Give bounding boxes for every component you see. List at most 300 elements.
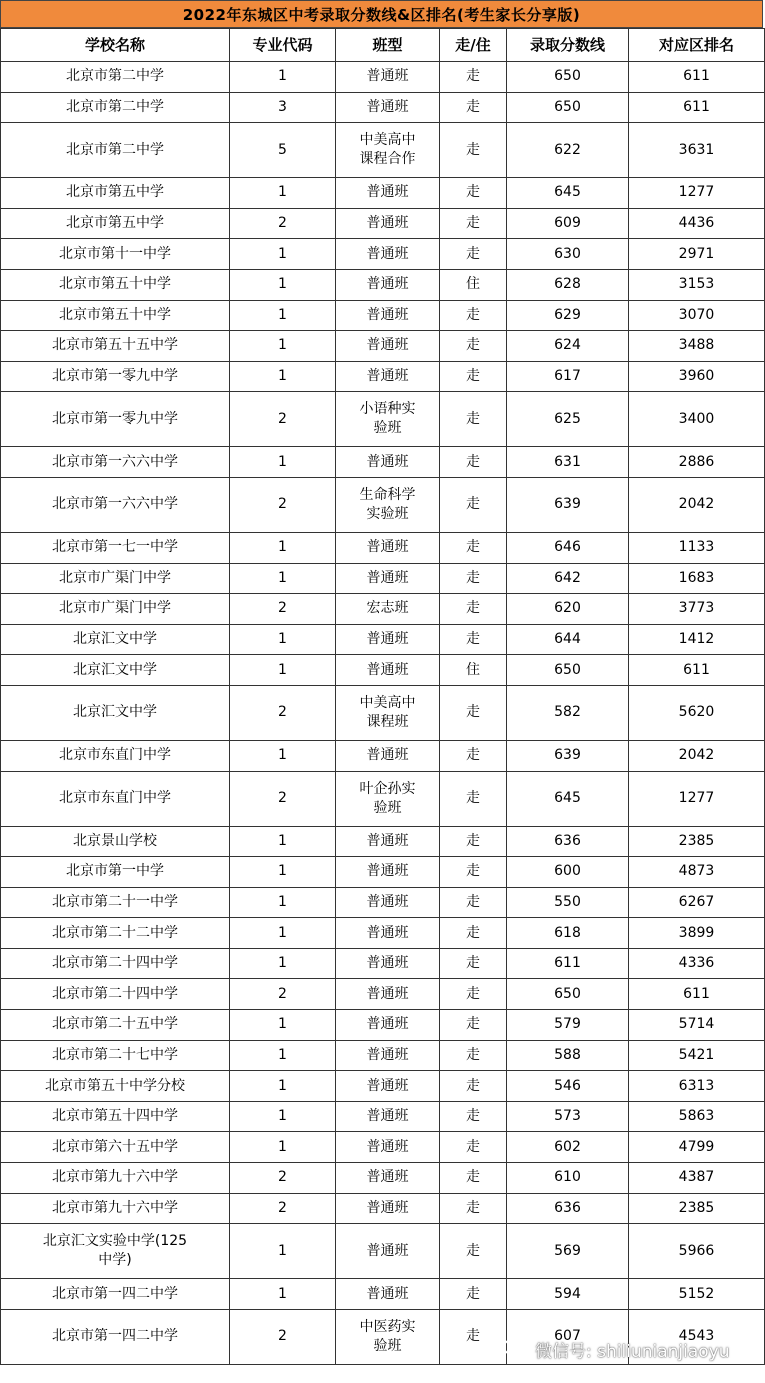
cell-class-type [336, 887, 440, 918]
cell-school: 北京市第二十四中学 [1, 948, 230, 979]
cell-score: 546 [507, 1071, 629, 1102]
cell-code: 1 [230, 887, 336, 918]
cell-stay: 走 [440, 1279, 507, 1310]
table-row [1, 1279, 765, 1310]
cell-code: 1 [230, 1224, 336, 1279]
cell-code: 1 [230, 1132, 336, 1163]
class-type-text: 普通班 [366, 631, 409, 648]
cell-class-type [336, 826, 440, 857]
cell-stay: 住 [440, 269, 507, 300]
table-row [1, 685, 765, 740]
class-type-text: 普通班 [366, 661, 409, 678]
header-stay: 走/住 [440, 29, 507, 62]
cell-class-type [336, 1224, 440, 1279]
table-row [1, 361, 765, 392]
class-type-text: 中美高中课程班 [359, 694, 416, 730]
cell-code: 3 [230, 92, 336, 123]
class-type-text: 普通班 [366, 1138, 409, 1155]
class-type-text: 叶企孙实验班 [359, 780, 416, 816]
cell-code: 1 [230, 331, 336, 362]
cell-score: 622 [507, 123, 629, 178]
header-row [1, 29, 765, 62]
cell-school: 北京市第六十五中学 [1, 1132, 230, 1163]
cell-school: 北京市第二中学 [1, 123, 230, 178]
cell-class-type [336, 1309, 440, 1364]
school-text: 北京汇文实验中学(125中学) [42, 1233, 188, 1269]
cell-stay: 走 [440, 447, 507, 478]
table-row [1, 1010, 765, 1041]
cell-stay: 走 [440, 1101, 507, 1132]
cell-rank: 611 [629, 655, 765, 686]
cell-stay: 走 [440, 239, 507, 270]
cell-code: 1 [230, 826, 336, 857]
cell-class-type [336, 447, 440, 478]
cell-stay: 走 [440, 178, 507, 209]
cell-score: 573 [507, 1101, 629, 1132]
class-type-text: 普通班 [366, 1242, 409, 1259]
cell-stay: 走 [440, 1224, 507, 1279]
table-title: 2022年东城区中考录取分数线&区排名(考生家长分享版) [0, 0, 763, 28]
cell-stay: 走 [440, 1071, 507, 1102]
class-type-text: 普通班 [366, 893, 409, 910]
table-row [1, 178, 765, 209]
table-body [1, 62, 765, 1365]
class-type-text: 普通班 [366, 68, 409, 85]
cell-stay: 走 [440, 1193, 507, 1224]
cell-stay: 走 [440, 1309, 507, 1364]
class-type-text: 中医药实验班 [359, 1318, 416, 1354]
table-row [1, 1101, 765, 1132]
class-type-text: 普通班 [366, 747, 409, 764]
table-row [1, 92, 765, 123]
cell-code: 1 [230, 178, 336, 209]
cell-rank: 3488 [629, 331, 765, 362]
cell-school: 北京市第五十五中学 [1, 331, 230, 362]
cell-school: 北京市第二十五中学 [1, 1010, 230, 1041]
table-row [1, 477, 765, 532]
table-row [1, 563, 765, 594]
cell-score: 550 [507, 887, 629, 918]
cell-rank: 1412 [629, 624, 765, 655]
cell-school: 北京汇文中学 [1, 655, 230, 686]
cell-school: 北京市第九十六中学 [1, 1193, 230, 1224]
cell-stay: 走 [440, 392, 507, 447]
cell-class-type [336, 300, 440, 331]
cell-rank: 3153 [629, 269, 765, 300]
cell-score: 617 [507, 361, 629, 392]
cell-school [1, 1224, 230, 1279]
cell-code: 1 [230, 300, 336, 331]
cell-class-type [336, 1163, 440, 1194]
cell-score: 588 [507, 1040, 629, 1071]
cell-school: 北京市第一四二中学 [1, 1309, 230, 1364]
watermark-text: 微信号: shiliunianjiaoyu [535, 1341, 730, 1362]
cell-school: 北京市第五十中学分校 [1, 1071, 230, 1102]
cell-school: 北京市第二十一中学 [1, 887, 230, 918]
cell-stay: 走 [440, 361, 507, 392]
class-type-text: 中美高中课程合作 [359, 132, 416, 168]
table-row [1, 948, 765, 979]
cell-stay: 走 [440, 918, 507, 949]
class-type-text: 普通班 [366, 832, 409, 849]
cell-class-type [336, 208, 440, 239]
cell-rank: 4873 [629, 857, 765, 888]
cell-code: 2 [230, 208, 336, 239]
cell-school: 北京市东直门中学 [1, 771, 230, 826]
cell-score: 569 [507, 1224, 629, 1279]
cell-class-type [336, 392, 440, 447]
class-type-text: 普通班 [366, 368, 409, 385]
class-type-text: 普通班 [366, 184, 409, 201]
cell-school: 北京市第二十七中学 [1, 1040, 230, 1071]
cell-stay: 走 [440, 624, 507, 655]
class-type-text: 普通班 [366, 337, 409, 354]
cell-class-type [336, 269, 440, 300]
cell-rank: 5421 [629, 1040, 765, 1071]
cell-code: 1 [230, 857, 336, 888]
cell-score: 600 [507, 857, 629, 888]
cell-stay: 走 [440, 771, 507, 826]
cell-score: 639 [507, 477, 629, 532]
cell-class-type [336, 1040, 440, 1071]
cell-class-type [336, 239, 440, 270]
class-type-text: 普通班 [366, 1016, 409, 1033]
cell-class-type [336, 1279, 440, 1310]
table-row [1, 1040, 765, 1071]
cell-stay: 走 [440, 1132, 507, 1163]
class-type-text: 小语种实验班 [359, 401, 416, 437]
cell-rank: 1277 [629, 771, 765, 826]
cell-rank: 3960 [629, 361, 765, 392]
cell-class-type [336, 563, 440, 594]
table-row [1, 1132, 765, 1163]
cell-score: 636 [507, 826, 629, 857]
cell-score: 624 [507, 331, 629, 362]
cell-code: 1 [230, 532, 336, 563]
cell-score: 629 [507, 300, 629, 331]
cell-score: 650 [507, 979, 629, 1010]
cell-score: 620 [507, 594, 629, 625]
wechat-icon [503, 1338, 529, 1360]
table-row [1, 62, 765, 93]
class-type-text: 普通班 [366, 955, 409, 972]
cell-code: 1 [230, 655, 336, 686]
cell-rank: 1133 [629, 532, 765, 563]
cell-score: 610 [507, 1163, 629, 1194]
cell-rank: 3773 [629, 594, 765, 625]
cell-stay: 走 [440, 123, 507, 178]
table-row [1, 979, 765, 1010]
cell-school: 北京市广渠门中学 [1, 563, 230, 594]
cell-class-type [336, 477, 440, 532]
cell-class-type [336, 331, 440, 362]
cell-rank: 611 [629, 92, 765, 123]
class-type-text: 普通班 [366, 1199, 409, 1216]
cell-code: 2 [230, 392, 336, 447]
cell-school: 北京市第二中学 [1, 62, 230, 93]
cell-class-type [336, 685, 440, 740]
cell-school: 北京市第一零九中学 [1, 392, 230, 447]
cell-school: 北京市第十一中学 [1, 239, 230, 270]
cell-stay: 走 [440, 685, 507, 740]
table-row [1, 447, 765, 478]
table-row [1, 826, 765, 857]
cell-code: 1 [230, 1279, 336, 1310]
cell-stay: 走 [440, 740, 507, 771]
cell-score: 625 [507, 392, 629, 447]
class-type-text: 生命科学实验班 [359, 486, 416, 522]
cell-rank: 611 [629, 979, 765, 1010]
cell-score: 602 [507, 1132, 629, 1163]
cell-rank: 4543 [629, 1309, 765, 1364]
cell-rank: 2971 [629, 239, 765, 270]
cell-stay: 走 [440, 532, 507, 563]
cell-rank: 4336 [629, 948, 765, 979]
class-type-text: 普通班 [366, 1169, 409, 1186]
cell-school: 北京市第一六六中学 [1, 447, 230, 478]
cell-score: 636 [507, 1193, 629, 1224]
cell-rank: 3899 [629, 918, 765, 949]
header-code: 专业代码 [230, 29, 336, 62]
class-type-text: 普通班 [366, 1077, 409, 1094]
cell-school: 北京市第二十二中学 [1, 918, 230, 949]
table-row [1, 857, 765, 888]
cell-score: 579 [507, 1010, 629, 1041]
cell-rank: 2042 [629, 740, 765, 771]
cell-stay: 走 [440, 594, 507, 625]
cell-school: 北京市第九十六中学 [1, 1163, 230, 1194]
cell-class-type [336, 594, 440, 625]
cell-rank: 5863 [629, 1101, 765, 1132]
cell-code: 1 [230, 918, 336, 949]
cell-rank: 3631 [629, 123, 765, 178]
cell-stay: 住 [440, 655, 507, 686]
cell-score: 642 [507, 563, 629, 594]
cell-school: 北京市第一中学 [1, 857, 230, 888]
cell-code: 2 [230, 685, 336, 740]
cell-code: 1 [230, 269, 336, 300]
table-row [1, 532, 765, 563]
class-type-text: 普通班 [366, 539, 409, 556]
header-school: 学校名称 [1, 29, 230, 62]
table-row [1, 331, 765, 362]
cell-stay: 走 [440, 300, 507, 331]
class-type-text: 普通班 [366, 276, 409, 293]
cell-rank: 2042 [629, 477, 765, 532]
cell-stay: 走 [440, 979, 507, 1010]
cell-rank: 2886 [629, 447, 765, 478]
cell-rank: 5152 [629, 1279, 765, 1310]
admission-score-table [0, 28, 765, 1365]
cell-code: 2 [230, 477, 336, 532]
class-type-text: 普通班 [366, 1046, 409, 1063]
cell-rank: 4799 [629, 1132, 765, 1163]
cell-score: 618 [507, 918, 629, 949]
cell-rank: 4387 [629, 1163, 765, 1194]
cell-score: 607 [507, 1309, 629, 1364]
cell-class-type [336, 655, 440, 686]
cell-score: 645 [507, 771, 629, 826]
table-row [1, 655, 765, 686]
cell-score: 650 [507, 92, 629, 123]
table-row [1, 887, 765, 918]
class-type-text: 宏志班 [366, 600, 409, 617]
cell-stay: 走 [440, 1163, 507, 1194]
cell-stay: 走 [440, 563, 507, 594]
cell-code: 2 [230, 1309, 336, 1364]
class-type-text: 普通班 [366, 98, 409, 115]
cell-score: 650 [507, 655, 629, 686]
cell-stay: 走 [440, 826, 507, 857]
cell-score: 631 [507, 447, 629, 478]
class-type-text: 普通班 [366, 985, 409, 1002]
class-type-text: 普通班 [366, 215, 409, 232]
cell-class-type [336, 740, 440, 771]
cell-class-type [336, 62, 440, 93]
table-row [1, 208, 765, 239]
cell-code: 2 [230, 1193, 336, 1224]
cell-code: 1 [230, 563, 336, 594]
cell-code: 1 [230, 1071, 336, 1102]
class-type-text: 普通班 [366, 1285, 409, 1302]
cell-score: 646 [507, 532, 629, 563]
table-row [1, 392, 765, 447]
cell-code: 1 [230, 361, 336, 392]
cell-stay: 走 [440, 62, 507, 93]
cell-score: 644 [507, 624, 629, 655]
cell-rank: 5966 [629, 1224, 765, 1279]
table-row [1, 740, 765, 771]
table-row [1, 1224, 765, 1279]
table-row [1, 300, 765, 331]
cell-code: 1 [230, 1010, 336, 1041]
cell-rank: 4436 [629, 208, 765, 239]
cell-code: 1 [230, 239, 336, 270]
cell-stay: 走 [440, 948, 507, 979]
cell-stay: 走 [440, 1040, 507, 1071]
cell-school: 北京市第五中学 [1, 178, 230, 209]
cell-score: 628 [507, 269, 629, 300]
cell-class-type [336, 178, 440, 209]
class-type-text: 普通班 [366, 306, 409, 323]
cell-rank: 6313 [629, 1071, 765, 1102]
cell-code: 5 [230, 123, 336, 178]
table-row [1, 239, 765, 270]
cell-school: 北京市广渠门中学 [1, 594, 230, 625]
table-row [1, 594, 765, 625]
cell-class-type [336, 948, 440, 979]
cell-code: 1 [230, 624, 336, 655]
cell-class-type [336, 123, 440, 178]
cell-stay: 走 [440, 1010, 507, 1041]
cell-school: 北京市第一六六中学 [1, 477, 230, 532]
cell-rank: 3400 [629, 392, 765, 447]
cell-class-type [336, 532, 440, 563]
cell-class-type [336, 1132, 440, 1163]
cell-class-type [336, 857, 440, 888]
cell-code: 2 [230, 1163, 336, 1194]
class-type-text: 普通班 [366, 453, 409, 470]
cell-stay: 走 [440, 331, 507, 362]
cell-code: 2 [230, 979, 336, 1010]
header-class-type: 班型 [336, 29, 440, 62]
cell-code: 1 [230, 740, 336, 771]
table-row [1, 1163, 765, 1194]
table-row [1, 1071, 765, 1102]
cell-school: 北京市第一零九中学 [1, 361, 230, 392]
cell-school: 北京市第一四二中学 [1, 1279, 230, 1310]
cell-class-type [336, 92, 440, 123]
cell-code: 2 [230, 771, 336, 826]
cell-stay: 走 [440, 477, 507, 532]
cell-code: 1 [230, 1040, 336, 1071]
cell-code: 2 [230, 594, 336, 625]
cell-school: 北京市第二十四中学 [1, 979, 230, 1010]
cell-rank: 2385 [629, 1193, 765, 1224]
cell-rank: 1683 [629, 563, 765, 594]
cell-class-type [336, 1193, 440, 1224]
cell-class-type [336, 918, 440, 949]
class-type-text: 普通班 [366, 863, 409, 880]
cell-school: 北京市第五十中学 [1, 300, 230, 331]
cell-stay: 走 [440, 857, 507, 888]
cell-score: 639 [507, 740, 629, 771]
cell-school: 北京汇文中学 [1, 624, 230, 655]
cell-class-type [336, 1010, 440, 1041]
class-type-text: 普通班 [366, 569, 409, 586]
cell-class-type [336, 771, 440, 826]
table-row [1, 624, 765, 655]
cell-score: 645 [507, 178, 629, 209]
table-row [1, 269, 765, 300]
cell-class-type [336, 361, 440, 392]
header-score: 录取分数线 [507, 29, 629, 62]
cell-score: 630 [507, 239, 629, 270]
cell-score: 609 [507, 208, 629, 239]
cell-rank: 6267 [629, 887, 765, 918]
cell-school: 北京市第一七一中学 [1, 532, 230, 563]
cell-school: 北京市第二中学 [1, 92, 230, 123]
cell-score: 594 [507, 1279, 629, 1310]
cell-class-type [336, 624, 440, 655]
table-row [1, 771, 765, 826]
cell-rank: 611 [629, 62, 765, 93]
cell-school: 北京市第五中学 [1, 208, 230, 239]
cell-school: 北京市第五十四中学 [1, 1101, 230, 1132]
watermark [503, 1336, 730, 1362]
class-type-text: 普通班 [366, 245, 409, 262]
table-row [1, 123, 765, 178]
cell-stay: 走 [440, 92, 507, 123]
cell-school: 北京景山学校 [1, 826, 230, 857]
cell-score: 582 [507, 685, 629, 740]
cell-school: 北京市第五十中学 [1, 269, 230, 300]
cell-rank: 1277 [629, 178, 765, 209]
cell-code: 1 [230, 948, 336, 979]
cell-score: 650 [507, 62, 629, 93]
cell-class-type [336, 1071, 440, 1102]
table-row [1, 918, 765, 949]
cell-rank: 2385 [629, 826, 765, 857]
class-type-text: 普通班 [366, 924, 409, 941]
cell-rank: 5620 [629, 685, 765, 740]
cell-rank: 3070 [629, 300, 765, 331]
class-type-text: 普通班 [366, 1108, 409, 1125]
cell-rank: 5714 [629, 1010, 765, 1041]
cell-stay: 走 [440, 887, 507, 918]
table-row [1, 1193, 765, 1224]
cell-school: 北京汇文中学 [1, 685, 230, 740]
